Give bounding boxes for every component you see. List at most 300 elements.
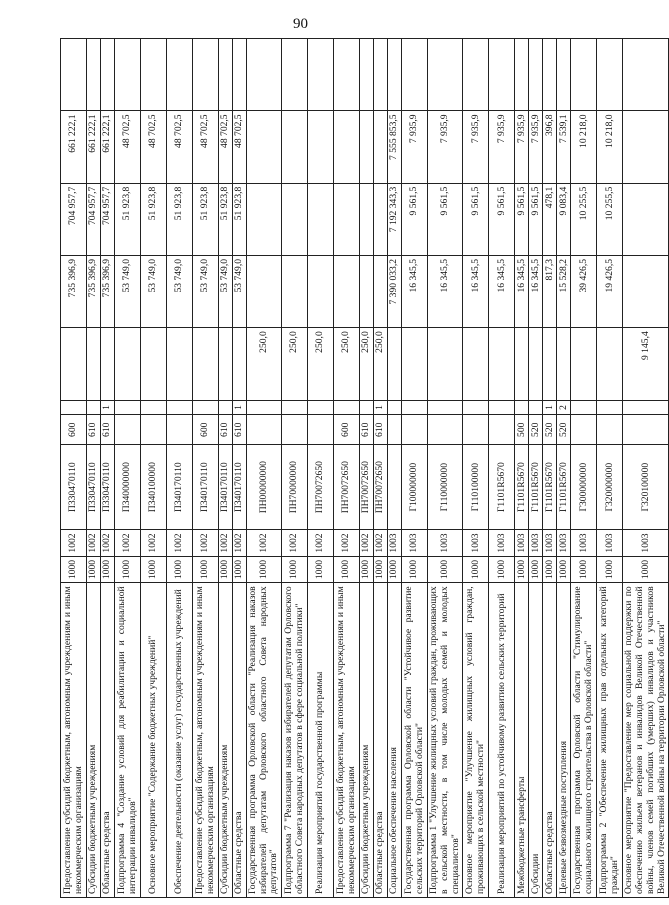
- section-code-cell: 1002: [141, 530, 167, 557]
- target-article-cell: Г1101R5670: [489, 445, 515, 530]
- amount-cell-3: [334, 183, 360, 255]
- section-code-cell: 1002: [219, 530, 233, 557]
- row-name-cell: Межбюджетные трансферты: [515, 583, 529, 898]
- amount-cell-4: 7 935,9: [463, 111, 489, 183]
- amount-cell-1: [463, 328, 489, 400]
- section-code-cell: 1003: [571, 530, 597, 557]
- expense-type-cell: [247, 415, 282, 445]
- amount-cell-3: 51 923,8: [219, 183, 233, 255]
- target-article-cell: П330470110: [87, 445, 101, 530]
- amount-cell-1: [571, 328, 597, 400]
- row-name-cell: Субсидии бюджетным учреждениям: [219, 583, 233, 898]
- target-article-cell: П330470110: [61, 445, 87, 530]
- section-code-cell: 1002: [233, 530, 247, 557]
- table-row: [167, 39, 193, 898]
- section-code-cell: 1003: [515, 530, 529, 557]
- admin-code-cell: 1000: [334, 556, 360, 583]
- amount-cell-5: [489, 39, 515, 111]
- amount-cell-5: [193, 39, 219, 111]
- amount-cell-3: [282, 183, 308, 255]
- target-article-cell: П340170110: [233, 445, 247, 530]
- expense-type-cell: 520: [529, 415, 543, 445]
- amount-cell-4: [282, 111, 308, 183]
- row-name-cell: Основное мероприятие "Содержание бюджетных учреждений": [141, 583, 167, 898]
- expense-type-cell: 610: [219, 415, 233, 445]
- table-row: [388, 39, 402, 898]
- section-code-cell: 1003: [463, 530, 489, 557]
- admin-code-cell: 1000: [308, 556, 334, 583]
- expense-type-cell: [463, 415, 489, 445]
- amount-cell-2: 817,3: [543, 255, 557, 327]
- amount-cell-2: 53 749,0: [141, 255, 167, 327]
- amount-cell-4: 10 218,0: [571, 111, 597, 183]
- table-row: [101, 39, 115, 898]
- amount-cell-1: [428, 328, 463, 400]
- amount-cell-5: [334, 39, 360, 111]
- table-row: [141, 39, 167, 898]
- section-code-cell: 1002: [282, 530, 308, 557]
- table-row: [463, 39, 489, 898]
- row-name-cell: Предоставление субсидий бюджетным, автономным учреждениям и иным некоммерческим организациям: [193, 583, 219, 898]
- table-row: [334, 39, 360, 898]
- row-name-cell: Подпрограмма 4 "Создание условий для реабилитации и социальной интеграции инвалидов": [115, 583, 141, 898]
- amount-cell-2: 735 396,9: [87, 255, 101, 327]
- amount-cell-2: 15 528,2: [557, 255, 571, 327]
- amount-cell-5: [571, 39, 597, 111]
- amount-cell-4: 661 222,1: [101, 111, 115, 183]
- admin-code-cell: 1000: [428, 556, 463, 583]
- amount-cell-5: [543, 39, 557, 111]
- amount-cell-3: 9 561,5: [402, 183, 428, 255]
- amount-cell-1: [87, 328, 101, 400]
- amount-cell-5: [515, 39, 529, 111]
- target-article-cell: Г300000000: [571, 445, 597, 530]
- amount-cell-2: 16 345,5: [402, 255, 428, 327]
- table-row: [597, 39, 623, 898]
- row-name-cell: Областные средства: [543, 583, 557, 898]
- amount-cell-2: 53 749,0: [193, 255, 219, 327]
- target-article-cell: П340170110: [167, 445, 193, 530]
- amount-cell-2: 16 345,5: [515, 255, 529, 327]
- amount-cell-1: 250,0: [334, 328, 360, 400]
- amount-cell-5: [529, 39, 543, 111]
- row-name-cell: Областные средства: [233, 583, 247, 898]
- amount-cell-1: 250,0: [308, 328, 334, 400]
- table-stage: [60, 38, 667, 898]
- amount-cell-3: 51 923,8: [233, 183, 247, 255]
- amount-cell-2: 735 396,9: [101, 255, 115, 327]
- amount-cell-5: [597, 39, 623, 111]
- amount-cell-1: [543, 328, 557, 400]
- section-code-cell: 1002: [334, 530, 360, 557]
- amount-cell-5: [463, 39, 489, 111]
- amount-cell-3: [374, 183, 388, 255]
- expense-type-cell: 610: [360, 415, 374, 445]
- source-mark-cell: [597, 400, 623, 415]
- section-code-cell: 1002: [167, 530, 193, 557]
- amount-cell-5: [557, 39, 571, 111]
- table-row: [282, 39, 308, 898]
- amount-cell-4: 7 935,9: [515, 111, 529, 183]
- admin-code-cell: 1000: [515, 556, 529, 583]
- admin-code-cell: 1000: [101, 556, 115, 583]
- source-mark-cell: 1: [543, 400, 557, 415]
- amount-cell-1: [515, 328, 529, 400]
- amount-cell-5: [623, 39, 669, 111]
- expense-type-cell: [167, 415, 193, 445]
- row-name-cell: Основное мероприятие "Улучшение жилищных условий граждан, проживающих в сельской местности": [463, 583, 489, 898]
- source-mark-cell: [571, 400, 597, 415]
- section-code-cell: 1002: [360, 530, 374, 557]
- amount-cell-1: 250,0: [282, 328, 308, 400]
- amount-cell-3: 51 923,8: [141, 183, 167, 255]
- target-article-cell: Г320000000: [597, 445, 623, 530]
- admin-code-cell: 1000: [463, 556, 489, 583]
- source-mark-cell: [115, 400, 141, 415]
- source-mark-cell: [282, 400, 308, 415]
- target-article-cell: Г1101R5670: [543, 445, 557, 530]
- amount-cell-5: [247, 39, 282, 111]
- amount-cell-1: 9 145,4: [623, 328, 669, 400]
- section-code-cell: 1003: [428, 530, 463, 557]
- expense-type-cell: 500: [515, 415, 529, 445]
- amount-cell-2: 53 749,0: [219, 255, 233, 327]
- budget-table: [60, 38, 669, 898]
- table-row: [557, 39, 571, 898]
- expense-type-cell: 610: [87, 415, 101, 445]
- source-mark-cell: [308, 400, 334, 415]
- section-code-cell: 1003: [489, 530, 515, 557]
- expense-type-cell: 610: [233, 415, 247, 445]
- amount-cell-2: 39 426,5: [571, 255, 597, 327]
- admin-code-cell: 1000: [87, 556, 101, 583]
- amount-cell-3: 10 255,5: [571, 183, 597, 255]
- table-row: [115, 39, 141, 898]
- amount-cell-2: [308, 255, 334, 327]
- table-row: [61, 39, 87, 898]
- section-code-cell: 1002: [308, 530, 334, 557]
- row-name-cell: Субсидии бюджетным учреждениям: [87, 583, 101, 898]
- table-row: [529, 39, 543, 898]
- amount-cell-5: [282, 39, 308, 111]
- table-row: [571, 39, 597, 898]
- table-row: [489, 39, 515, 898]
- amount-cell-3: 9 083,4: [557, 183, 571, 255]
- amount-cell-5: [388, 39, 402, 111]
- section-code-cell: 1002: [374, 530, 388, 557]
- amount-cell-1: [61, 328, 87, 400]
- amount-cell-5: [233, 39, 247, 111]
- expense-type-cell: [623, 415, 669, 445]
- target-article-cell: Г1101R5670: [557, 445, 571, 530]
- amount-cell-4: 48 702,5: [141, 111, 167, 183]
- target-article-cell: Г110000000: [428, 445, 463, 530]
- admin-code-cell: 1000: [529, 556, 543, 583]
- row-name-cell: Государственная программа Орловской области "Реализация наказов избирателей депутатам Орловского областного Совета народных депутатов": [247, 583, 282, 898]
- amount-cell-5: [428, 39, 463, 111]
- amount-cell-2: 53 749,0: [167, 255, 193, 327]
- amount-cell-2: 16 345,5: [489, 255, 515, 327]
- amount-cell-3: 10 255,5: [597, 183, 623, 255]
- source-mark-cell: [141, 400, 167, 415]
- amount-cell-5: [101, 39, 115, 111]
- target-article-cell: [388, 445, 402, 530]
- amount-cell-3: 704 957,7: [61, 183, 87, 255]
- source-mark-cell: [428, 400, 463, 415]
- section-code-cell: 1003: [623, 530, 669, 557]
- source-mark-cell: [61, 400, 87, 415]
- amount-cell-5: [61, 39, 87, 111]
- admin-code-cell: 1000: [597, 556, 623, 583]
- amount-cell-4: 661 222,1: [61, 111, 87, 183]
- admin-code-cell: 1000: [571, 556, 597, 583]
- expense-type-cell: 600: [193, 415, 219, 445]
- row-name-cell: Предоставление субсидий бюджетным, автономным учреждениям и иным некоммерческим организациям: [61, 583, 87, 898]
- page-number: 90: [293, 16, 308, 32]
- table-row: [374, 39, 388, 898]
- source-mark-cell: [489, 400, 515, 415]
- source-mark-cell: [515, 400, 529, 415]
- amount-cell-4: 48 702,5: [115, 111, 141, 183]
- admin-code-cell: 1000: [282, 556, 308, 583]
- amount-cell-4: 48 702,5: [219, 111, 233, 183]
- amount-cell-1: [193, 328, 219, 400]
- amount-cell-1: [115, 328, 141, 400]
- table-row: [193, 39, 219, 898]
- amount-cell-4: [374, 111, 388, 183]
- amount-cell-4: [308, 111, 334, 183]
- target-article-cell: ПН70072650: [374, 445, 388, 530]
- amount-cell-3: [308, 183, 334, 255]
- amount-cell-3: [360, 183, 374, 255]
- amount-cell-3: 7 192 343,3: [388, 183, 402, 255]
- amount-cell-3: [247, 183, 282, 255]
- section-code-cell: 1003: [402, 530, 428, 557]
- expense-type-cell: [597, 415, 623, 445]
- source-mark-cell: 1: [101, 400, 115, 415]
- amount-cell-2: 19 426,5: [597, 255, 623, 327]
- target-article-cell: Г1101R5670: [515, 445, 529, 530]
- table-row: [515, 39, 529, 898]
- amount-cell-4: 10 218,0: [597, 111, 623, 183]
- table-row: [360, 39, 374, 898]
- amount-cell-4: 48 702,5: [193, 111, 219, 183]
- target-article-cell: П340000000: [115, 445, 141, 530]
- source-mark-cell: [388, 400, 402, 415]
- row-name-cell: Основное мероприятие "Предоставление мер социальной поддержки по обеспечению жильем ветеранов и инвалидов Великой Отечественной войны, членов семей погибших (умерших) инвалидов и участников Великой Отечественной войны на территории Орловской области": [623, 583, 669, 898]
- admin-code-cell: 1000: [402, 556, 428, 583]
- target-article-cell: П330470110: [101, 445, 115, 530]
- table-row: [623, 39, 669, 898]
- target-article-cell: П340100000: [141, 445, 167, 530]
- expense-type-cell: [308, 415, 334, 445]
- row-name-cell: Предоставление субсидий бюджетным, автономным учреждениям и иным некоммерческим организациям: [334, 583, 360, 898]
- table-row: [308, 39, 334, 898]
- amount-cell-3: 9 561,5: [489, 183, 515, 255]
- amount-cell-2: 7 390 033,2: [388, 255, 402, 327]
- amount-cell-3: 9 561,5: [529, 183, 543, 255]
- section-code-cell: 1002: [87, 530, 101, 557]
- admin-code-cell: 1000: [489, 556, 515, 583]
- expense-type-cell: 520: [557, 415, 571, 445]
- admin-code-cell: 1000: [61, 556, 87, 583]
- section-code-cell: 1002: [247, 530, 282, 557]
- amount-cell-2: 16 345,5: [463, 255, 489, 327]
- amount-cell-1: [557, 328, 571, 400]
- source-mark-cell: [167, 400, 193, 415]
- row-name-cell: Государственная программа Орловской области "Устойчивое развитие сельских территорий Орловской области": [402, 583, 428, 898]
- source-mark-cell: [529, 400, 543, 415]
- row-name-cell: Государственная программа Орловской области "Стимулирование социального жилищного строительства в Орловской области": [571, 583, 597, 898]
- admin-code-cell: 1000: [167, 556, 193, 583]
- source-mark-cell: 1: [233, 400, 247, 415]
- row-name-cell: Подпрограмма 2 "Обеспечение жилищных прав отдельных категорий граждан": [597, 583, 623, 898]
- target-article-cell: ПН70072650: [360, 445, 374, 530]
- amount-cell-3: 9 561,5: [428, 183, 463, 255]
- row-name-cell: Субсидии бюджетным учреждениям: [360, 583, 374, 898]
- amount-cell-4: 7 555 853,5: [388, 111, 402, 183]
- amount-cell-1: [402, 328, 428, 400]
- section-code-cell: 1003: [388, 530, 402, 557]
- target-article-cell: Г320100000: [623, 445, 669, 530]
- amount-cell-5: [308, 39, 334, 111]
- amount-cell-3: 51 923,8: [193, 183, 219, 255]
- expense-type-cell: 610: [374, 415, 388, 445]
- amount-cell-2: 16 345,5: [529, 255, 543, 327]
- admin-code-cell: 1000: [141, 556, 167, 583]
- admin-code-cell: 1000: [247, 556, 282, 583]
- table-row: [543, 39, 557, 898]
- amount-cell-1: 250,0: [247, 328, 282, 400]
- row-name-cell: Подпрограмма 1 "Улучшение жилищных условий граждан, проживающих в сельской местности, в том числе молодых семей и молодых специалистов": [428, 583, 463, 898]
- amount-cell-2: 735 396,9: [61, 255, 87, 327]
- source-mark-cell: [219, 400, 233, 415]
- amount-cell-4: 7 935,9: [529, 111, 543, 183]
- amount-cell-5: [167, 39, 193, 111]
- table-row: [219, 39, 233, 898]
- source-mark-cell: [623, 400, 669, 415]
- row-name-cell: Реализация мероприятий по устойчивому развитию сельских территорий: [489, 583, 515, 898]
- expense-type-cell: [141, 415, 167, 445]
- expense-type-cell: [571, 415, 597, 445]
- expense-type-cell: [489, 415, 515, 445]
- amount-cell-2: 16 345,5: [428, 255, 463, 327]
- row-name-cell: Областные средства: [374, 583, 388, 898]
- admin-code-cell: 1000: [623, 556, 669, 583]
- amount-cell-4: 396,8: [543, 111, 557, 183]
- row-name-cell: Социальное обеспечение населения: [388, 583, 402, 898]
- section-code-cell: 1002: [193, 530, 219, 557]
- amount-cell-4: 7 539,1: [557, 111, 571, 183]
- amount-cell-2: [374, 255, 388, 327]
- amount-cell-2: [360, 255, 374, 327]
- rotated-table-container: [60, 38, 667, 898]
- admin-code-cell: 1000: [219, 556, 233, 583]
- source-mark-cell: [87, 400, 101, 415]
- target-article-cell: Г110100000: [463, 445, 489, 530]
- amount-cell-1: [489, 328, 515, 400]
- source-mark-cell: 1: [374, 400, 388, 415]
- amount-cell-3: 704 957,7: [87, 183, 101, 255]
- amount-cell-1: 250,0: [374, 328, 388, 400]
- row-name-cell: Субсидии: [529, 583, 543, 898]
- amount-cell-1: [529, 328, 543, 400]
- amount-cell-4: 7 935,9: [428, 111, 463, 183]
- amount-cell-3: 9 561,5: [463, 183, 489, 255]
- target-article-cell: ПН00000000: [247, 445, 282, 530]
- amount-cell-1: 250,0: [360, 328, 374, 400]
- table-row: [233, 39, 247, 898]
- admin-code-cell: 1000: [193, 556, 219, 583]
- expense-type-cell: 610: [101, 415, 115, 445]
- target-article-cell: Г1101R5670: [529, 445, 543, 530]
- source-mark-cell: [334, 400, 360, 415]
- section-code-cell: 1002: [101, 530, 115, 557]
- amount-cell-1: [597, 328, 623, 400]
- amount-cell-3: 51 923,8: [115, 183, 141, 255]
- target-article-cell: Г100000000: [402, 445, 428, 530]
- amount-cell-2: 53 749,0: [115, 255, 141, 327]
- row-name-cell: Обеспечение деятельности (оказание услуг) государственных учреждений: [167, 583, 193, 898]
- amount-cell-5: [141, 39, 167, 111]
- amount-cell-5: [402, 39, 428, 111]
- admin-code-cell: 1000: [360, 556, 374, 583]
- admin-code-cell: 1000: [543, 556, 557, 583]
- row-name-cell: Реализация мероприятий государственной программы: [308, 583, 334, 898]
- amount-cell-2: [334, 255, 360, 327]
- section-code-cell: 1003: [529, 530, 543, 557]
- section-code-cell: 1003: [557, 530, 571, 557]
- target-article-cell: ПН70000000: [282, 445, 308, 530]
- section-code-cell: 1002: [115, 530, 141, 557]
- amount-cell-2: [623, 255, 669, 327]
- budget-table-body: [61, 39, 669, 898]
- amount-cell-1: [141, 328, 167, 400]
- amount-cell-1: [219, 328, 233, 400]
- amount-cell-3: 704 957,7: [101, 183, 115, 255]
- amount-cell-4: [360, 111, 374, 183]
- amount-cell-3: 478,1: [543, 183, 557, 255]
- amount-cell-2: [247, 255, 282, 327]
- amount-cell-3: 9 561,5: [515, 183, 529, 255]
- admin-code-cell: 1000: [388, 556, 402, 583]
- row-name-cell: Областные средства: [101, 583, 115, 898]
- amount-cell-3: 51 923,8: [167, 183, 193, 255]
- amount-cell-1: [167, 328, 193, 400]
- section-code-cell: 1003: [543, 530, 557, 557]
- amount-cell-3: [623, 183, 669, 255]
- amount-cell-4: [334, 111, 360, 183]
- target-article-cell: ПН70072650: [334, 445, 360, 530]
- admin-code-cell: 1000: [233, 556, 247, 583]
- amount-cell-5: [360, 39, 374, 111]
- expense-type-cell: [388, 415, 402, 445]
- amount-cell-5: [219, 39, 233, 111]
- amount-cell-4: [623, 111, 669, 183]
- target-article-cell: П340170110: [219, 445, 233, 530]
- amount-cell-4: [247, 111, 282, 183]
- amount-cell-2: 53 749,0: [233, 255, 247, 327]
- table-row: [402, 39, 428, 898]
- row-name-cell: Подпрограмма 7 "Реализация наказов избирателей депутатам Орловского областного Совета народных депутатов в сфере социальной политики": [282, 583, 308, 898]
- admin-code-cell: 1000: [557, 556, 571, 583]
- source-mark-cell: [463, 400, 489, 415]
- amount-cell-5: [87, 39, 101, 111]
- expense-type-cell: 600: [334, 415, 360, 445]
- expense-type-cell: [115, 415, 141, 445]
- expense-type-cell: [402, 415, 428, 445]
- amount-cell-1: [101, 328, 115, 400]
